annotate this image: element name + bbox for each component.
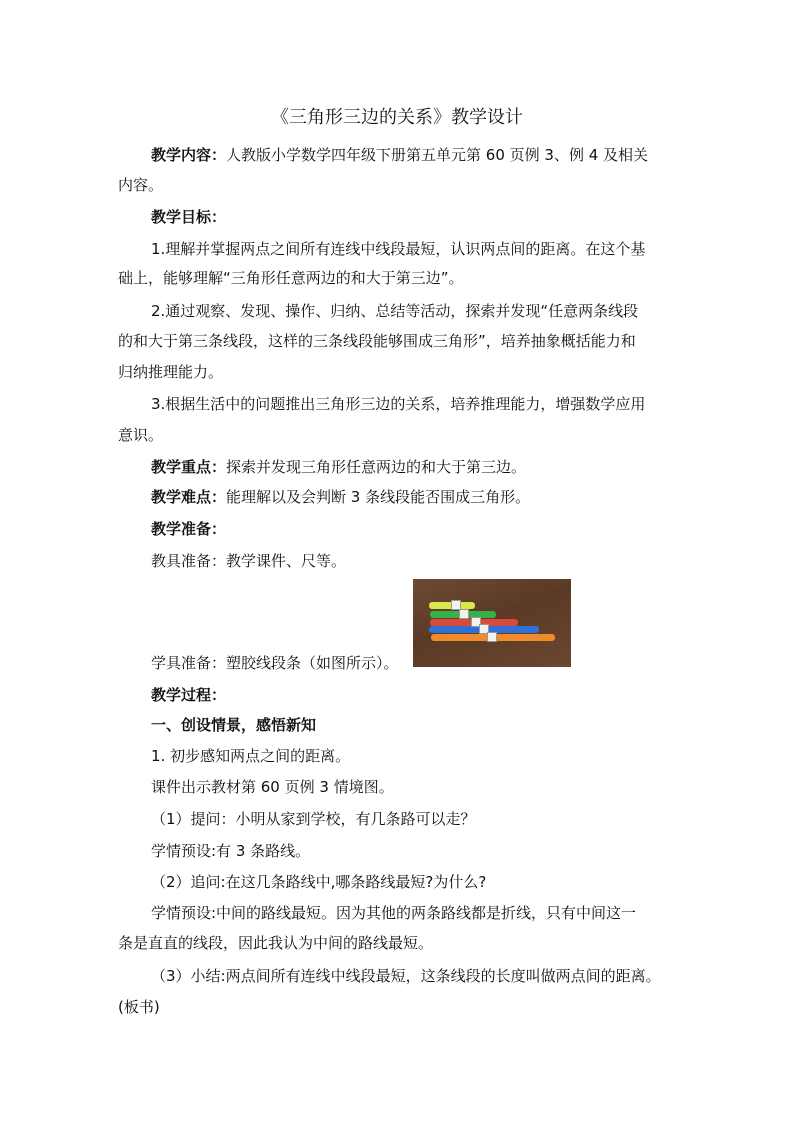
process-label: 教学过程： xyxy=(151,686,227,704)
difficulty-label: 教学难点： xyxy=(151,488,227,506)
summary-line-1: （3）小结:两点间所有连线中线段最短，这条线段的长度叫做两点间的距离。 xyxy=(151,967,661,985)
preparation-label: 教学准备： xyxy=(151,520,227,538)
plastic-strips-photo xyxy=(413,579,571,667)
content-text: 人教版小学数学四年级下册第五单元第 60 页例 3、例 4 及相关 xyxy=(226,146,649,164)
section-1-heading: 一、创设情景，感悟新知 xyxy=(151,716,317,734)
objective-1-line-1: 1.理解并掌握两点之间所有连线中线段最短，认识两点间的距离。在这个基 xyxy=(151,240,646,258)
key-point-label: 教学重点： xyxy=(151,458,227,476)
objectives-label: 教学目标： xyxy=(151,208,227,226)
step-1: 1. 初步感知两点之间的距离。 xyxy=(151,747,351,765)
content-line xyxy=(151,144,648,166)
student-preparation: 学具准备：塑胶线段条（如图所示）。 xyxy=(151,654,399,672)
objective-3-line-2: 意识。 xyxy=(118,426,164,444)
document-title: 《三角形三边的关系》教学设计 xyxy=(271,107,523,128)
teacher-preparation: 教具准备：教学课件、尺等。 xyxy=(151,552,347,570)
summary-line-2: (板书) xyxy=(118,998,160,1016)
difficulty-text: 能理解以及会判断 3 条线段能否围成三角形。 xyxy=(226,488,531,506)
question-1: （1）提问：小明从家到学校，有几条路可以走？ xyxy=(151,810,476,828)
objective-1-line-2: 础上，能够理解“三角形任意两边的和大于第三边”。 xyxy=(118,269,464,287)
content-text-continued: 内容。 xyxy=(118,176,164,194)
strip-label-tag xyxy=(487,632,497,642)
question-2: （2）追问:在这几条路线中,哪条路线最短?为什么? xyxy=(151,873,487,891)
objective-2-line-1: 2.通过观察、发现、操作、归纳、总结等活动，探索并发现“任意两条线段 xyxy=(151,302,639,320)
objective-3-line-1: 3.根据生活中的问题推出三角形三边的关系，培养推理能力，增强数学应用 xyxy=(151,395,646,413)
strip-label-tag xyxy=(459,609,469,619)
objective-2-line-3: 归纳推理能力。 xyxy=(118,363,224,381)
answer-1: 学情预设:有 3 条路线。 xyxy=(151,842,311,860)
difficulty-line xyxy=(151,486,530,508)
answer-2-line-2: 条是直直的线段，因此我认为中间的路线最短。 xyxy=(118,934,434,952)
objective-2-line-2: 的和大于第三条线段，这样的三条线段能够围成三角形”，培养抽象概括能力和 xyxy=(118,332,636,350)
answer-2-line-1: 学情预设:中间的路线最短。因为其他的两条路线都是折线，只有中间这一 xyxy=(151,904,637,922)
step-1-description: 课件出示教材第 60 页例 3 情境图。 xyxy=(151,778,394,796)
key-point-text: 探索并发现三角形任意两边的和大于第三边。 xyxy=(226,458,527,476)
content-label: 教学内容： xyxy=(151,146,227,164)
key-point-line xyxy=(151,456,526,478)
